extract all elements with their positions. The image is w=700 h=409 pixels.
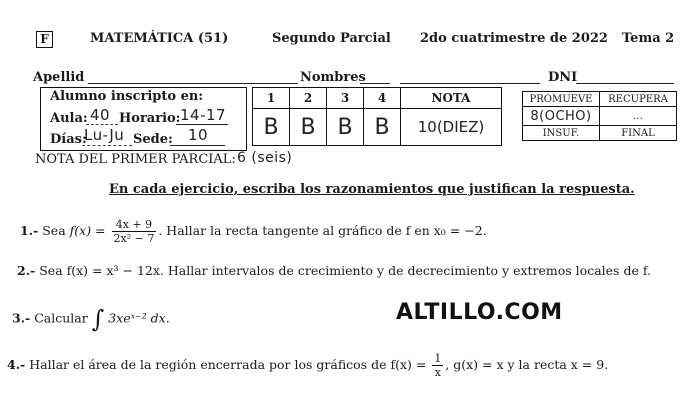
grade-header-nota: NOTA xyxy=(401,88,502,109)
first-partial-label: NOTA DEL PRIMER PARCIAL: xyxy=(35,152,236,167)
enrollment-title: Alumno inscripto en: xyxy=(50,89,204,104)
question-1-rest: . Hallar la recta tangente al gráfico de f en x₀ = −2. xyxy=(158,223,487,238)
question-2-text: Sea f(x) = x³ − 12x. Hallar intervalos de crecimiento y de decrecimiento y extremos locales de f. xyxy=(39,263,651,278)
nombres-line-a xyxy=(360,83,390,84)
question-3-integrand: 3xeˣ⁻² dx. xyxy=(108,310,170,326)
question-4-number: 4.- xyxy=(7,357,26,372)
sede-line xyxy=(170,145,225,146)
horario-line xyxy=(176,124,228,125)
watermark-logo: ALTILLO.COM xyxy=(396,300,563,325)
promueve-label: PROMUEVE xyxy=(523,92,600,107)
apellido-label: Apellid xyxy=(33,70,85,85)
question-1-denominator: 2x² − 7 xyxy=(113,232,155,245)
aula-label: Aula: xyxy=(50,111,88,126)
nombres-label: Nombres xyxy=(300,70,366,85)
integral-sign: ∫ xyxy=(91,305,105,333)
horario-label: Horario: xyxy=(119,111,181,126)
question-4 xyxy=(7,352,608,379)
recupera-value: ... xyxy=(600,107,677,126)
sede-label: Sede: xyxy=(133,132,173,147)
question-4-text-a: Hallar el área de la región encerrada por los gráficos de f(x) = xyxy=(29,357,427,372)
first-partial-value: 6 (seis) xyxy=(237,150,293,166)
grades-table xyxy=(252,87,502,146)
nombres-line-b xyxy=(400,83,540,84)
question-3-lead: Calcular xyxy=(34,310,88,326)
sede-value: 10 xyxy=(188,126,209,144)
question-3 xyxy=(12,305,170,333)
question-1-function: f(x) = xyxy=(69,223,106,238)
grade-value-2: B xyxy=(290,109,327,146)
question-4-fraction xyxy=(432,352,443,379)
final-label: FINAL xyxy=(600,126,677,141)
dias-label: Días: xyxy=(50,132,87,147)
grade-header-4: 4 xyxy=(364,88,401,109)
aula-value: 40 xyxy=(90,106,111,124)
question-1-lead: Sea xyxy=(42,223,66,238)
question-4-numerator: 1 xyxy=(434,352,442,365)
exam-name: Segundo Parcial xyxy=(272,31,391,46)
horario-value: 14-17 xyxy=(180,106,227,124)
question-2-number: 2.- xyxy=(17,263,36,278)
promotion-table xyxy=(522,91,677,141)
term-label: 2do cuatrimestre de 2022 xyxy=(420,31,608,46)
question-4-text-b: , g(x) = x y la recta x = 9. xyxy=(445,357,609,372)
question-4-denominator: x xyxy=(434,366,441,379)
grade-value-1: B xyxy=(253,109,290,146)
grade-value-nota: 10(DIEZ) xyxy=(401,109,502,146)
insuf-label: INSUF. xyxy=(523,126,600,141)
aula-line xyxy=(86,124,118,125)
dias-line xyxy=(82,145,132,146)
dni-line xyxy=(576,83,674,84)
promueve-value: 8(OCHO) xyxy=(523,107,600,126)
subject-title: MATEMÁTICA (51) xyxy=(90,31,229,46)
instruction-text: En cada ejercicio, escriba los razonamientos que justifican la respuesta. xyxy=(109,182,635,197)
question-3-number: 3.- xyxy=(12,310,31,326)
topic-label: Tema 2 xyxy=(622,31,675,46)
apellido-line xyxy=(88,83,298,84)
question-1-number: 1.- xyxy=(20,223,39,238)
grade-value-3: B xyxy=(327,109,364,146)
question-1-numerator: 4x + 9 xyxy=(112,218,157,232)
version-letter-box: F xyxy=(36,31,53,48)
grade-value-4: B xyxy=(364,109,401,146)
question-1-fraction xyxy=(112,218,157,245)
recupera-label: RECUPERA xyxy=(600,92,677,107)
dni-label: DNI xyxy=(548,70,578,85)
question-2 xyxy=(17,263,651,278)
grade-header-3: 3 xyxy=(327,88,364,109)
dias-value: Lu-Ju xyxy=(84,126,125,144)
question-1 xyxy=(20,218,487,245)
grade-header-1: 1 xyxy=(253,88,290,109)
grade-header-2: 2 xyxy=(290,88,327,109)
